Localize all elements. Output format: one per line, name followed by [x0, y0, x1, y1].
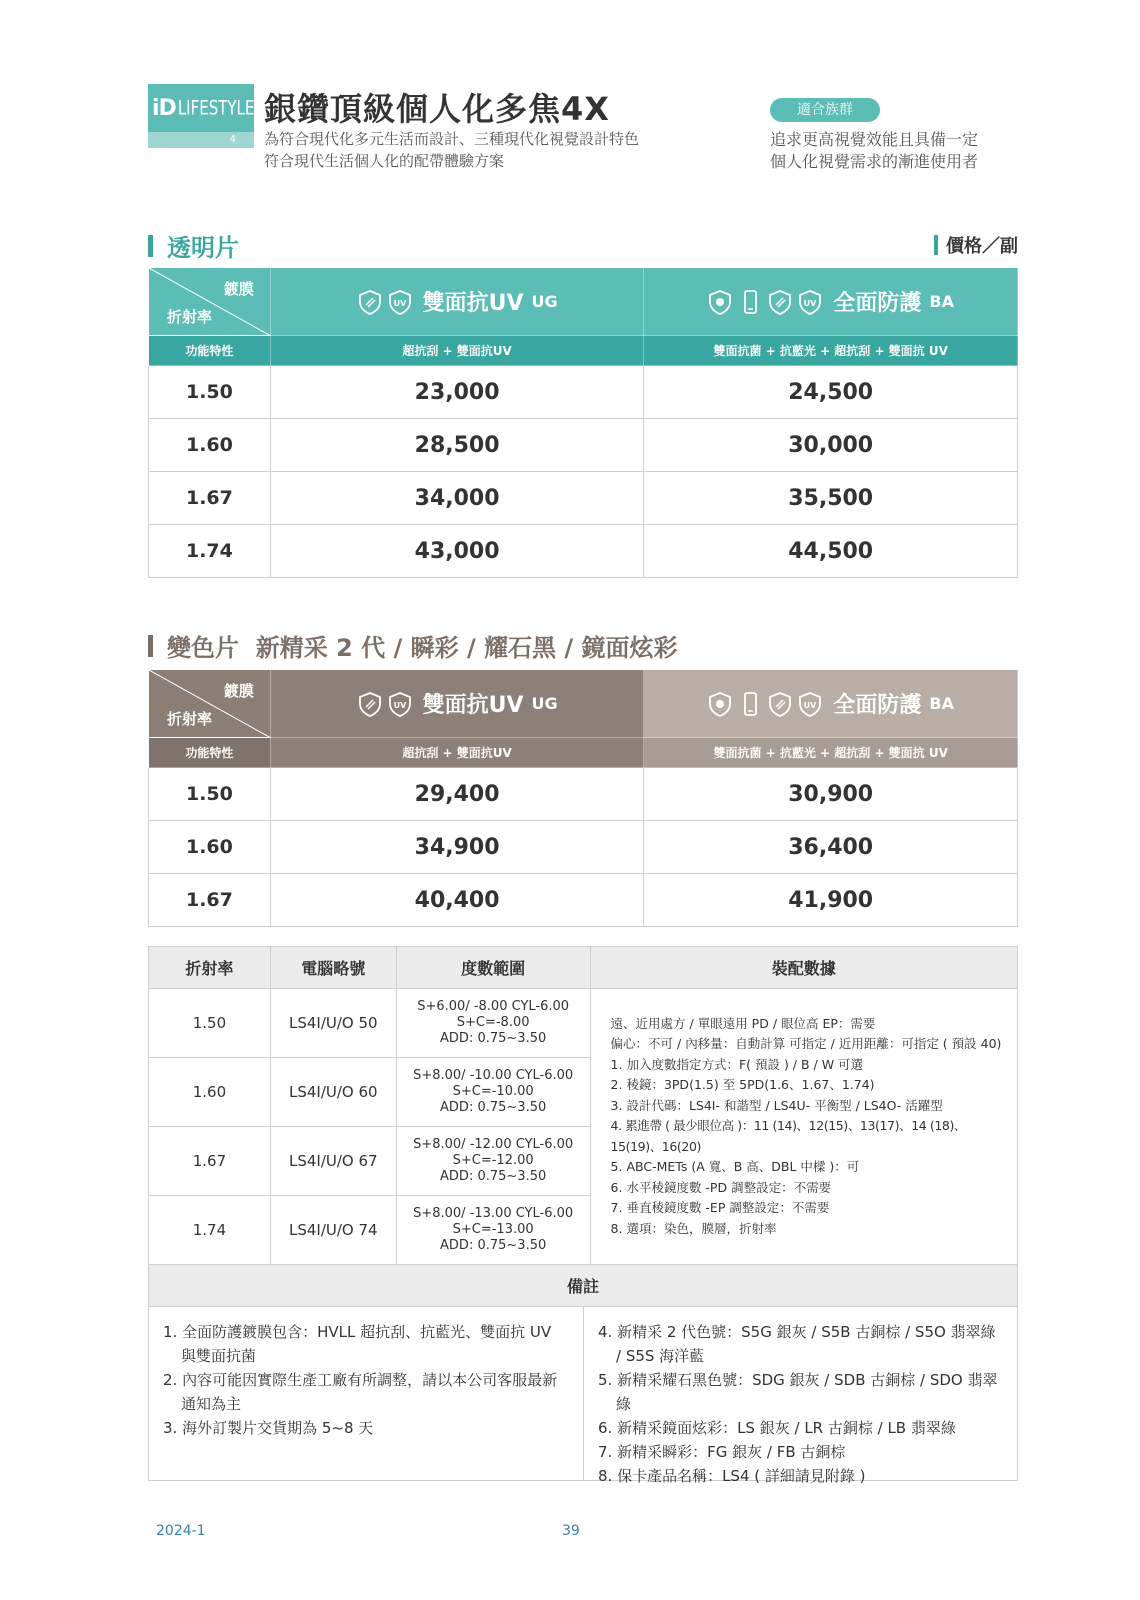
feature-ba: 雙面抗菌 + 抗藍光 + 超抗刮 + 雙面抗 UV: [644, 738, 1018, 768]
spec-header-code: 電腦略號: [270, 947, 396, 989]
coating-ug-code: UG: [531, 694, 558, 713]
price-row: [149, 366, 1018, 419]
shield-scratch-icon: [767, 289, 793, 315]
price-ug: 40,400: [270, 874, 644, 927]
price-row: [149, 472, 1018, 525]
brand-logo: [148, 84, 254, 148]
price-ug: 34,000: [270, 472, 644, 525]
subtitle-line: 為符合現代化多元生活而設計、三種現代化視覺設計特色: [264, 130, 640, 148]
notes-header: 備註: [149, 1265, 1018, 1307]
refractive-index: 1.67: [149, 874, 271, 927]
shield-uv-icon: [797, 691, 823, 717]
fitting-line: 遠、近用處方 / 單眼遠用 PD / 眼位高 EP：需要: [610, 1015, 876, 1031]
phone-blue-light-icon: [737, 289, 763, 315]
range-line: S+C=-12.00: [452, 1153, 534, 1168]
spec-range: [396, 1058, 590, 1127]
coating-ug-header: [270, 268, 644, 336]
price-row: [149, 419, 1018, 472]
price-table-header: [149, 268, 1018, 336]
target-line: 追求更高視覺效能且具備一定: [770, 130, 979, 149]
corner-cell: [149, 670, 271, 738]
coating-ba-header: [644, 670, 1018, 738]
range-line: S+C=-8.00: [456, 1015, 530, 1030]
page-subtitle: [264, 128, 639, 172]
fitting-line: 5. ABC-METs (A 寬、B 高、DBL 中樑 )：可: [610, 1159, 860, 1175]
svg-text:UV: UV: [393, 700, 406, 710]
target-group-badge: 適合族群: [770, 98, 880, 122]
coating-ba-code: BA: [929, 292, 954, 311]
range-line: ADD: 0.75~3.50: [440, 1238, 547, 1253]
price-ug: 29,400: [270, 768, 644, 821]
section-bar: [148, 235, 153, 257]
spec-range: [396, 1127, 590, 1196]
coating-ug-name: 雙面抗UV: [422, 693, 524, 718]
note-item: 7. 新精采瞬彩：FG 銀灰 / FB 古銅棕: [598, 1443, 846, 1461]
price-ug: 28,500: [270, 419, 644, 472]
section-title-text: 變色片 新精采 2 代 / 瞬彩 / 耀石黑 / 鏡面炫彩: [167, 634, 678, 662]
feature-label: 功能特性: [149, 738, 271, 768]
shield-uv-icon: [387, 289, 413, 315]
logo-id: iD: [152, 95, 176, 121]
corner-coating-label: 鍍膜: [223, 682, 254, 700]
price-table-clear: [148, 267, 1018, 578]
feature-row: [149, 738, 1018, 768]
range-line: S+C=-10.00: [452, 1084, 534, 1099]
price-ba: 35,500: [644, 472, 1018, 525]
section-title-photochromic: [148, 628, 678, 663]
fitting-line: 7. 垂直稜鏡度數 -EP 調整設定：不需要: [610, 1200, 830, 1216]
logo-lifestyle: LIFESTYLE: [177, 96, 255, 120]
spec-code: LS4I/U/O 50: [270, 989, 396, 1058]
price-ba: 44,500: [644, 525, 1018, 578]
logo-number: 4: [148, 132, 254, 148]
feature-label: 功能特性: [149, 336, 271, 366]
spec-range: [396, 1196, 590, 1265]
range-line: S+C=-13.00: [452, 1222, 534, 1237]
feature-ug: 超抗刮 + 雙面抗UV: [270, 336, 644, 366]
note-item: 5. 新精采耀石黑色號：SDG 銀灰 / SDB 古銅棕 / SDO 翡翠綠: [598, 1371, 998, 1413]
section-title-text: 透明片: [167, 234, 239, 262]
spec-header-index: 折射率: [149, 947, 271, 989]
range-line: ADD: 0.75~3.50: [440, 1169, 547, 1184]
price-ba: 30,000: [644, 419, 1018, 472]
spec-index: 1.60: [149, 1058, 271, 1127]
coating-ba-code: BA: [929, 694, 954, 713]
fitting-line: 2. 稜鏡：3PD(1.5) 至 5PD(1.6、1.67、1.74): [610, 1077, 875, 1093]
svg-text:UV: UV: [804, 298, 817, 308]
price-row: [149, 525, 1018, 578]
feature-ug: 超抗刮 + 雙面抗UV: [270, 738, 644, 768]
price-ug: 43,000: [270, 525, 644, 578]
shield-uv-icon: [797, 289, 823, 315]
note-item: 8. 保卡產品名稱：LS4 ( 詳細請見附錄 ): [598, 1467, 866, 1485]
price-row: [149, 821, 1018, 874]
shield-scratch-icon: [357, 289, 383, 315]
notes-right: [584, 1306, 1017, 1485]
refractive-index: 1.60: [149, 821, 271, 874]
svg-text:UV: UV: [804, 700, 817, 710]
fitting-line: 偏心：不可 / 內移量：自動計算 可指定 / 近用距離：可指定 ( 預設 40): [610, 1036, 1002, 1052]
fitting-line: 6. 水平稜鏡度數 -PD 調整設定：不需要: [610, 1179, 832, 1195]
range-line: S+8.00/ -10.00 CYL-6.00: [413, 1068, 574, 1083]
shield-scratch-icon: [767, 691, 793, 717]
fitting-line: 3. 設計代碼：LS4I- 和諧型 / LS4U- 平衡型 / LS4O- 活躍型: [610, 1097, 943, 1113]
refractive-index: 1.50: [149, 768, 271, 821]
spec-index: 1.74: [149, 1196, 271, 1265]
page-number: 39: [562, 1523, 580, 1539]
price-table-header: [149, 670, 1018, 738]
note-item: 4. 新精采 2 代色號：S5G 銀灰 / S5B 古銅棕 / S5O 翡翠綠 / S5S 海洋藍: [598, 1323, 996, 1365]
spec-header-range: 度數範圍: [396, 947, 590, 989]
shield-uv-icon: [387, 691, 413, 717]
target-group-text: [770, 129, 978, 173]
footer-date: 2024-1: [156, 1523, 206, 1539]
corner-cell: [149, 268, 271, 336]
refractive-index: 1.60: [149, 419, 271, 472]
spec-row: [149, 989, 1018, 1058]
coating-ug-name: 雙面抗UV: [422, 291, 524, 316]
notes-left: [149, 1306, 584, 1480]
spec-code: LS4I/U/O 67: [270, 1127, 396, 1196]
section-bar: [148, 635, 153, 657]
price-row: [149, 874, 1018, 927]
feature-row: [149, 336, 1018, 366]
range-line: S+6.00/ -8.00 CYL-6.00: [417, 999, 570, 1014]
corner-index-label: 折射率: [167, 710, 213, 728]
range-line: S+8.00/ -12.00 CYL-6.00: [413, 1137, 574, 1152]
note-item: 6. 新精采鏡面炫彩：LS 銀灰 / LR 古銅棕 / LB 翡翠綠: [598, 1419, 956, 1437]
corner-index-label: 折射率: [167, 308, 213, 326]
shield-antibacterial-icon: [707, 289, 733, 315]
section-title-clear: [148, 228, 239, 263]
coating-ba-header: [644, 268, 1018, 336]
price-ug: 34,900: [270, 821, 644, 874]
fitting-line: 1. 加入度數指定方式：F( 預設 ) / B / W 可選: [610, 1056, 864, 1072]
spec-index: 1.67: [149, 1127, 271, 1196]
corner-coating-label: 鍍膜: [223, 280, 254, 298]
price-table-photochromic: [148, 669, 1018, 927]
subtitle-line: 符合現代生活個人化的配帶體驗方案: [264, 152, 505, 170]
price-ba: 24,500: [644, 366, 1018, 419]
spec-header-fitting: 裝配數據: [590, 947, 1017, 989]
notes-box: [148, 1306, 1018, 1485]
shield-antibacterial-icon: [707, 691, 733, 717]
spec-table: [148, 946, 1018, 1307]
target-line: 個人化視覺需求的漸進使用者: [770, 152, 979, 171]
spec-code: LS4I/U/O 74: [270, 1196, 396, 1265]
price-ug: 23,000: [270, 366, 644, 419]
spec-code: LS4I/U/O 60: [270, 1058, 396, 1127]
refractive-index: 1.74: [149, 525, 271, 578]
fitting-data: [590, 989, 1017, 1265]
range-line: ADD: 0.75~3.50: [440, 1031, 547, 1046]
price-ba: 30,900: [644, 768, 1018, 821]
spec-header: [149, 947, 1018, 989]
note-item: 2. 內容可能因實際生產工廠有所調整，請以本公司客服最新通知為主: [163, 1371, 558, 1413]
price-ba: 36,400: [644, 821, 1018, 874]
phone-blue-light-icon: [737, 691, 763, 717]
svg-text:UV: UV: [393, 298, 406, 308]
refractive-index: 1.67: [149, 472, 271, 525]
refractive-index: 1.50: [149, 366, 271, 419]
range-line: ADD: 0.75~3.50: [440, 1100, 547, 1115]
spec-range: [396, 989, 590, 1058]
coating-ba-name: 全面防護: [833, 291, 922, 316]
fitting-line: 4. 累進帶 ( 最少眼位高 )：11 (14)、12(15)、13(17)、14 (18)、15(19)、16(20): [610, 1118, 967, 1154]
spec-index: 1.50: [149, 989, 271, 1058]
fitting-line: 8. 選項：染色，膜層，折射率: [610, 1220, 777, 1236]
price-row: [149, 768, 1018, 821]
coating-ba-name: 全面防護: [833, 693, 922, 718]
page-title: 銀鑽頂級個人化多焦4X: [264, 90, 610, 128]
price-ba: 41,900: [644, 874, 1018, 927]
notes-header-row: [149, 1265, 1018, 1307]
feature-ba: 雙面抗菌 + 抗藍光 + 超抗刮 + 雙面抗 UV: [644, 336, 1018, 366]
range-line: S+8.00/ -13.00 CYL-6.00: [413, 1206, 574, 1221]
price-unit-label: [934, 232, 1018, 258]
note-item: 1. 全面防護鍍膜包含：HVLL 超抗刮、抗藍光、雙面抗 UV 與雙面抗菌: [163, 1323, 552, 1365]
note-item: 3. 海外訂製片交貨期為 5~8 天: [163, 1419, 374, 1437]
coating-ug-code: UG: [531, 292, 558, 311]
price-unit-text: 價格／副: [946, 236, 1018, 257]
price-unit-bar: [934, 235, 938, 255]
shield-scratch-icon: [357, 691, 383, 717]
coating-ug-header: [270, 670, 644, 738]
